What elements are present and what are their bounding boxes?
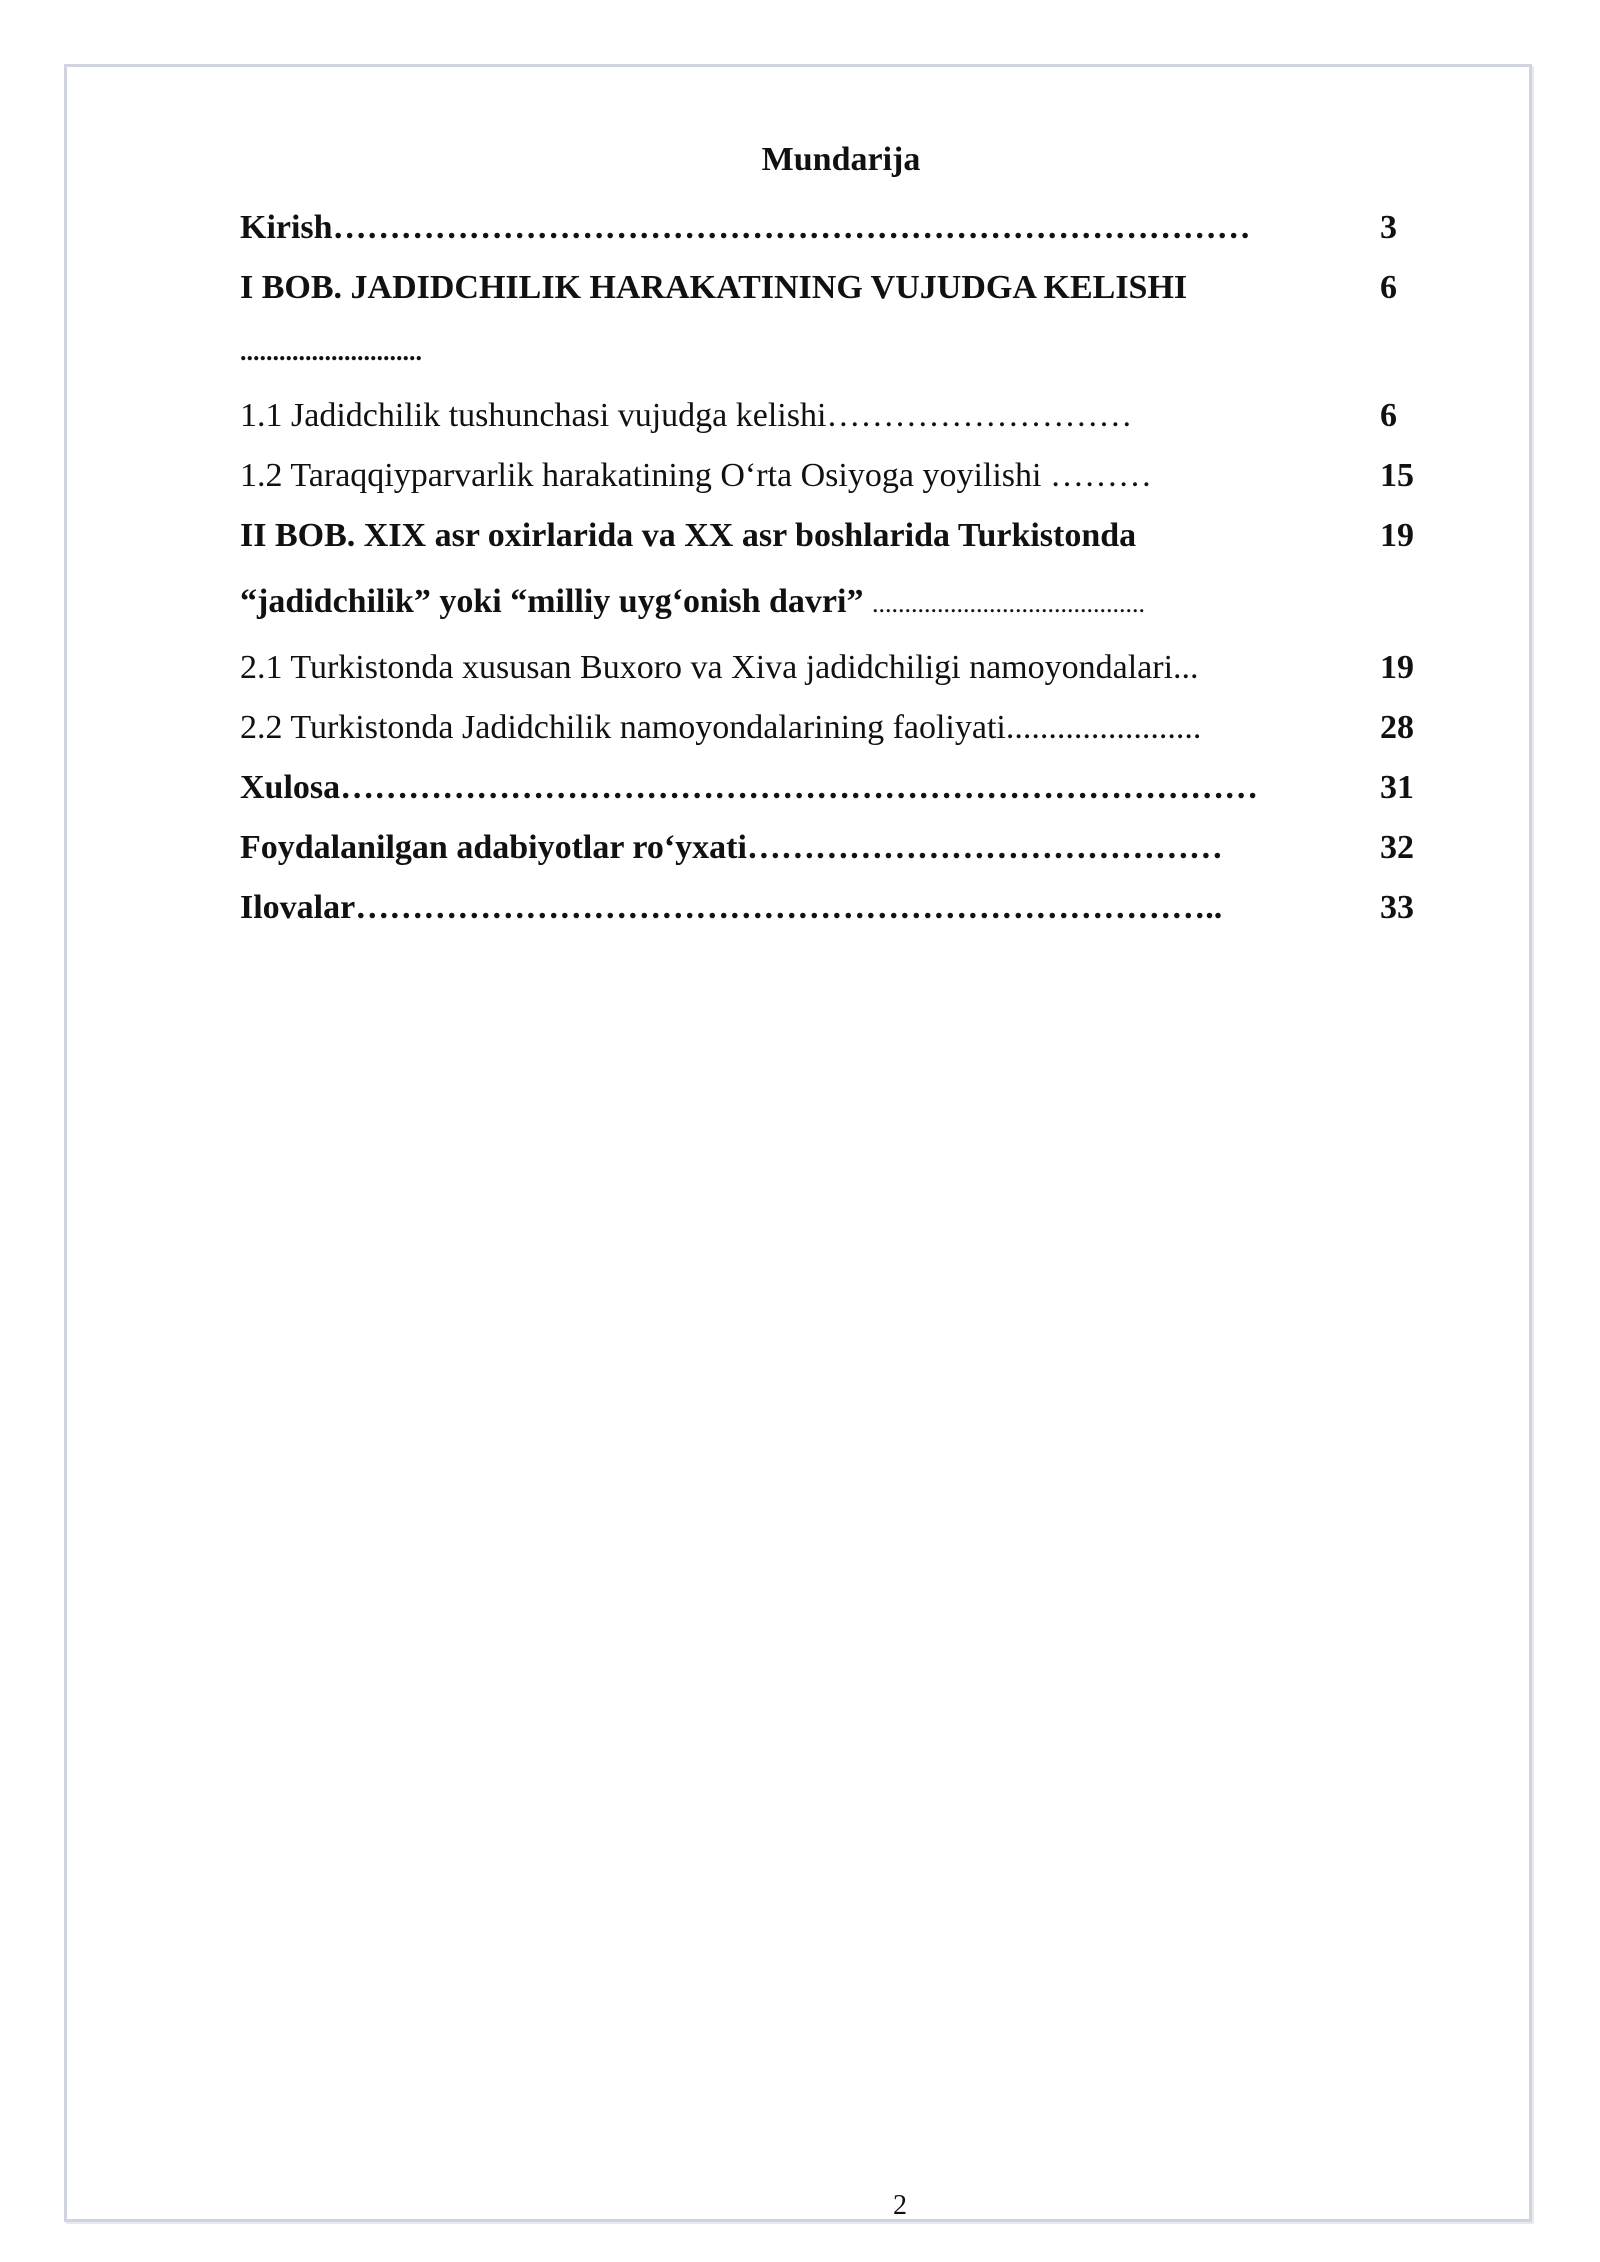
toc-entry-page: 19 <box>1380 517 1414 554</box>
toc-entry[interactable] <box>240 516 1440 556</box>
toc-entry-page: 15 <box>1380 457 1414 494</box>
toc-entry-text: 2.2 Turkistonda Jadidchilik namoyondalarining faoliyati....................... <box>240 709 1202 746</box>
toc-entry[interactable] <box>240 456 1440 496</box>
toc-entry-page: 28 <box>1380 709 1414 746</box>
toc-entry-continuation <box>240 582 1440 624</box>
toc-entry-text: Xulosa……………………………………………………………………… <box>240 769 1259 806</box>
toc-entry-text: 1.2 Taraqqiyparvarlik harakatining O‘rta Osiyoga yoyilishi ……… <box>240 457 1152 494</box>
toc-entry-page: 6 <box>1380 269 1397 306</box>
toc-entry[interactable] <box>240 708 1440 748</box>
toc-entry-page: 3 <box>1380 209 1397 246</box>
toc-entry-text: ............................ <box>240 337 422 366</box>
table-of-contents <box>240 200 1440 928</box>
toc-title: Mundarija <box>761 141 921 178</box>
toc-entry-page: 33 <box>1380 889 1414 926</box>
toc-entry-text: II BOB. XIX asr oxirlarida va XX asr boshlarida Turkistonda <box>240 517 1137 554</box>
toc-entry[interactable] <box>240 828 1440 868</box>
toc-entry[interactable] <box>240 648 1440 688</box>
toc-entry[interactable] <box>240 268 1440 308</box>
toc-leader-dots: .......................................... <box>871 589 1145 618</box>
toc-entry[interactable] <box>240 888 1440 928</box>
toc-entry-text: 1.1 Jadidchilik tushunchasi vujudga kelishi……………………… <box>240 397 1133 434</box>
toc-entry-continuation <box>240 330 1440 372</box>
toc-entry-text: Kirish……………………………………………………………………… <box>240 209 1251 246</box>
toc-entry[interactable] <box>240 768 1440 808</box>
toc-entry-text: “jadidchilik” yoki “milliy uyg‘onish davri” <box>240 583 864 620</box>
toc-entry-page: 19 <box>1380 649 1414 686</box>
toc-entry-text: 2.1 Turkistonda xususan Buxoro va Xiva jadidchiligi namoyondalari... <box>240 649 1199 686</box>
toc-entry[interactable] <box>240 208 1440 248</box>
toc-entry-text: I BOB. JADIDCHILIK HARAKATINING VUJUDGA KELISHI <box>240 269 1188 306</box>
toc-entry-page: 31 <box>1380 769 1414 806</box>
toc-entry-text: Ilovalar………………………………………………………………….. <box>240 889 1223 926</box>
toc-entry-text: Foydalanilgan adabiyotlar ro‘yxati…………………………………… <box>240 829 1223 866</box>
toc-entry[interactable] <box>240 396 1440 436</box>
toc-entry-page: 32 <box>1380 829 1414 866</box>
page-number: 2 <box>893 2190 907 2221</box>
toc-entry-page: 6 <box>1380 397 1397 434</box>
